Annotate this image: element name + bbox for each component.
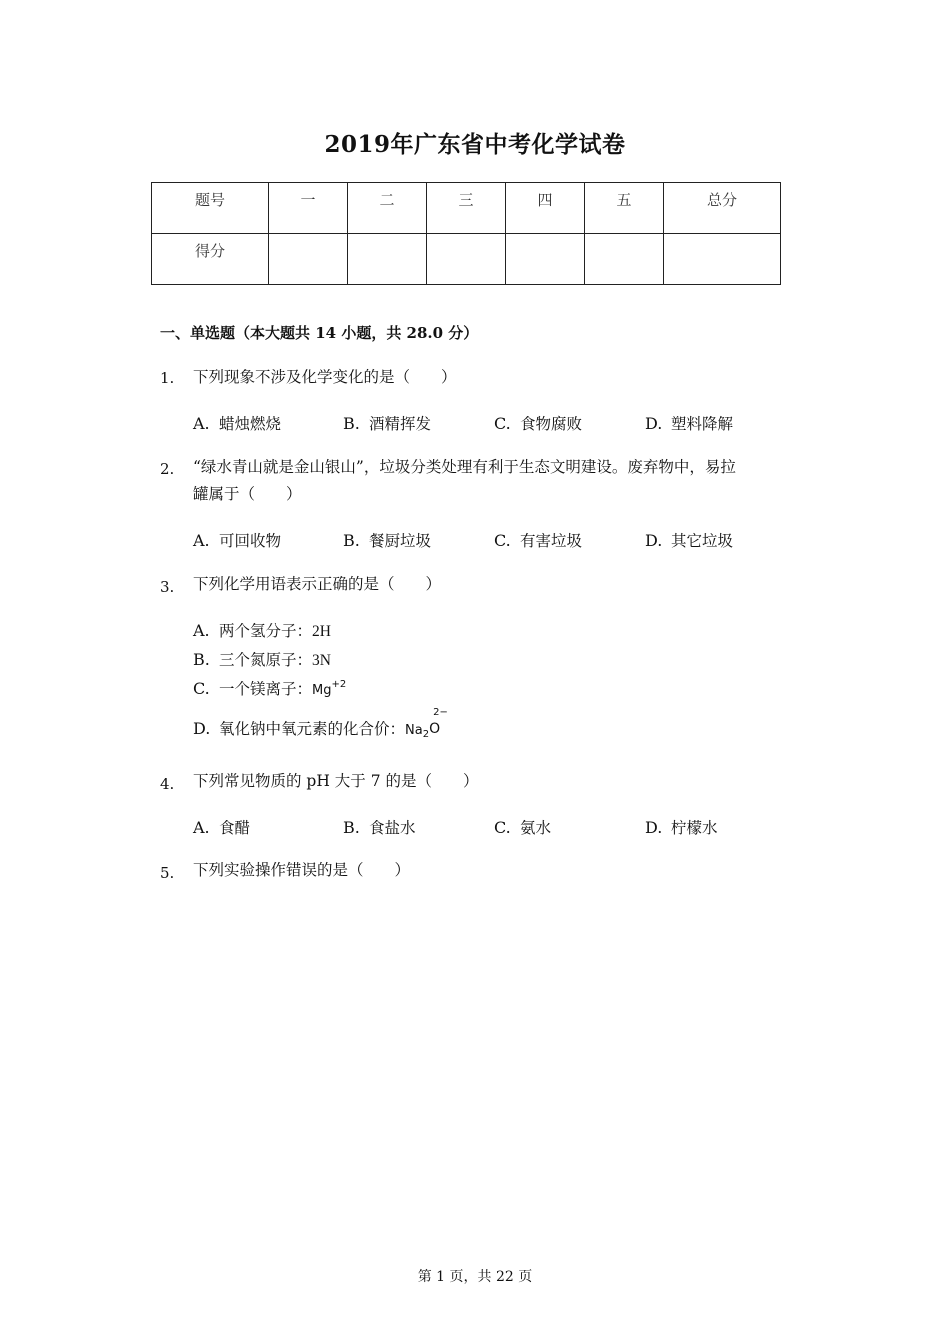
- table-row: [152, 234, 781, 285]
- option-label: A.: [193, 621, 210, 640]
- table-cell: 五: [585, 183, 664, 234]
- option-text: 三个氮原子：: [219, 651, 313, 669]
- option-text: 酒精挥发: [369, 415, 432, 433]
- table-row: [152, 183, 781, 234]
- option-text: 可回收物: [219, 532, 282, 550]
- option-c: [193, 677, 346, 699]
- question-text: 下列实验操作错误的是（ ）: [193, 861, 411, 879]
- option-b: [343, 816, 416, 838]
- table-cell: 得分: [152, 234, 269, 285]
- option-label: B.: [343, 414, 360, 433]
- option-c: [494, 529, 582, 551]
- table-cell: [506, 234, 585, 285]
- question-number: 4.: [160, 775, 175, 793]
- option-label: D.: [645, 818, 663, 837]
- option-a: [193, 619, 331, 641]
- chemical-formula: 2H: [312, 623, 331, 640]
- question-number: 3.: [160, 578, 175, 596]
- option-label: D.: [645, 531, 663, 550]
- table-cell: [585, 234, 664, 285]
- question-text: 下列常见物质的 pH 大于 7 的是（ ）: [193, 772, 479, 790]
- element-symbol: O: [429, 721, 441, 737]
- option-b: [343, 412, 431, 434]
- option-d: [645, 412, 733, 434]
- question-number: 5.: [160, 864, 175, 882]
- table-cell: 一: [269, 183, 348, 234]
- option-label: B.: [343, 531, 360, 550]
- option-a: [193, 412, 281, 434]
- option-text: 氨水: [520, 819, 552, 837]
- table-cell: 总分: [664, 183, 781, 234]
- chemical-formula: Na: [405, 723, 423, 738]
- table-cell: 二: [348, 183, 427, 234]
- option-text: 蜡烛燃烧: [219, 415, 282, 433]
- option-label: C.: [193, 679, 210, 698]
- question-text-line: “绿水青山就是金山银山”，垃圾分类处理有利于生态文明建设。废弃物中，易拉: [193, 458, 736, 476]
- option-b: [343, 529, 431, 551]
- question-text: 下列现象不涉及化学变化的是（ ）: [193, 368, 457, 386]
- table-cell: [664, 234, 781, 285]
- formula-subscript: 2: [422, 729, 430, 740]
- option-text: 柠檬水: [671, 819, 718, 837]
- option-text: 餐厨垃圾: [369, 532, 432, 550]
- option-text: 食盐水: [369, 819, 416, 837]
- table-cell: 四: [506, 183, 585, 234]
- option-a: [193, 816, 250, 838]
- option-label: B.: [343, 818, 360, 837]
- question-text: [193, 454, 803, 508]
- option-b: [193, 648, 331, 670]
- option-text: 两个氢分子：: [219, 622, 313, 640]
- option-label: C.: [494, 531, 511, 550]
- table-cell: 题号: [152, 183, 269, 234]
- table-cell: [348, 234, 427, 285]
- table-cell: [269, 234, 348, 285]
- chemical-formula: 3N: [312, 652, 331, 669]
- option-label: A.: [193, 818, 210, 837]
- option-label: B.: [193, 650, 210, 669]
- option-a: [193, 529, 281, 551]
- score-table: [151, 182, 781, 285]
- valence-value: 2−: [433, 707, 448, 718]
- option-text: 食物腐败: [520, 415, 583, 433]
- option-c: [494, 412, 582, 434]
- page-footer: 第 1 页，共 22 页: [417, 1269, 533, 1285]
- option-text: 食醋: [219, 819, 251, 837]
- option-label: C.: [494, 414, 511, 433]
- table-cell: [427, 234, 506, 285]
- chemical-formula: Mg: [312, 683, 332, 698]
- option-text: 一个镁离子：: [219, 680, 313, 698]
- option-label: A.: [193, 414, 210, 433]
- question-number: 2.: [160, 460, 175, 478]
- question-number: 1.: [160, 369, 175, 387]
- page-title: 2019年广东省中考化学试卷: [324, 131, 626, 158]
- valence-notation: [429, 707, 448, 738]
- option-label: A.: [193, 531, 210, 550]
- option-text: 氧化钠中氧元素的化合价：: [219, 720, 406, 738]
- option-c: [494, 816, 551, 838]
- option-label: D.: [645, 414, 663, 433]
- option-text: 塑料降解: [671, 415, 734, 433]
- question-text: 下列化学用语表示正确的是（ ）: [193, 575, 442, 593]
- option-d: [193, 707, 448, 740]
- option-d: [645, 816, 718, 838]
- option-label: D.: [193, 719, 211, 738]
- section-heading: 一、单选题（本大题共 14 小题，共 28.0 分）: [160, 324, 479, 342]
- ion-charge: +2: [331, 679, 347, 690]
- option-text: 其它垃圾: [671, 532, 734, 550]
- question-text-line: 罐属于（ ）: [193, 485, 302, 503]
- table-cell: 三: [427, 183, 506, 234]
- option-label: C.: [494, 818, 511, 837]
- option-d: [645, 529, 733, 551]
- option-text: 有害垃圾: [520, 532, 583, 550]
